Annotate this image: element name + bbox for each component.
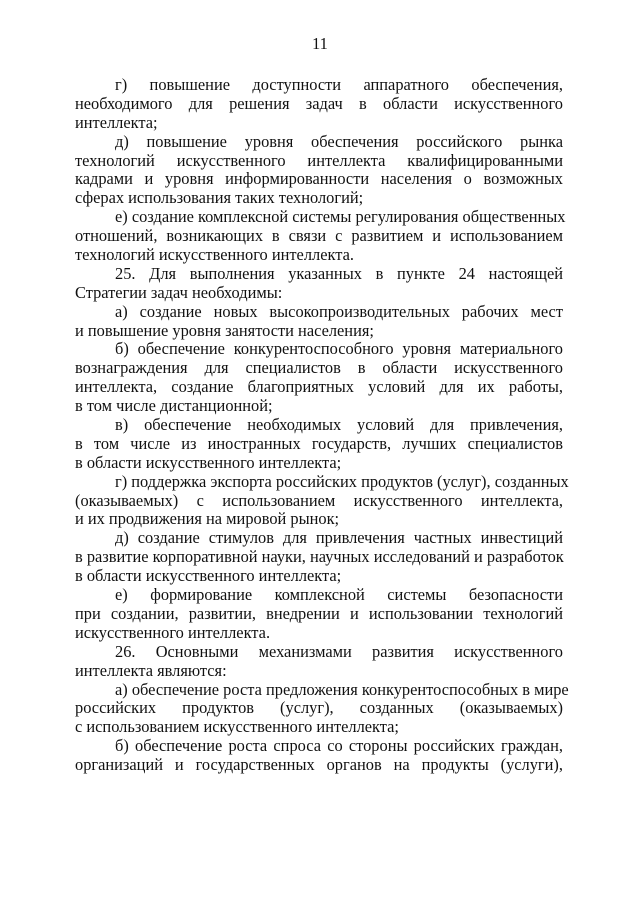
paragraph xyxy=(75,76,563,133)
text-line: Стратегии задач необходимы: xyxy=(75,282,283,302)
text-line: необходимого для решения задач в области искусственного xyxy=(75,93,563,113)
text-line: е) формирование комплексной системы безопасности xyxy=(115,585,563,605)
paragraph xyxy=(75,133,563,209)
text-line: в области искусственного интеллекта; xyxy=(75,452,342,472)
text-line: б) обеспечение конкурентоспособного уровня материального xyxy=(115,339,563,359)
text-line: в том числе дистанционной; xyxy=(75,396,273,416)
text-line: д) создание стимулов для привлечения частных инвестиций xyxy=(115,528,563,548)
paragraph xyxy=(75,416,563,473)
text-line: и их продвижения на мировой рынок; xyxy=(75,509,340,529)
text-line: 26. Основными механизмами развития искусственного xyxy=(115,641,563,661)
document-body xyxy=(75,75,569,775)
text-line: г) поддержка экспорта российских продуктов (услуг), созданных xyxy=(115,471,569,491)
paragraph xyxy=(75,643,563,681)
paragraph xyxy=(75,679,569,738)
text-line: технологий искусственного интеллекта. xyxy=(75,245,354,265)
text-line: г) повышение доступности аппаратного обеспечения, xyxy=(115,75,563,94)
text-line: сферах использования таких технологий; xyxy=(75,188,364,208)
text-line: е) создание комплексной системы регулирования общественных xyxy=(115,207,566,227)
text-line: интеллекта являются: xyxy=(75,660,227,680)
text-line: д) повышение уровня обеспечения российского рынка xyxy=(115,131,563,151)
text-line: организаций и государственных органов на продукты (услуги), xyxy=(75,755,563,775)
text-line: в том числе из иностранных государств, лучших специалистов xyxy=(75,433,563,453)
text-line: интеллекта; xyxy=(75,112,158,132)
paragraph xyxy=(75,265,563,303)
text-line: 25. Для выполнения указанных в пункте 24 настоящей xyxy=(115,263,563,283)
text-line: и повышение уровня занятости населения; xyxy=(75,320,374,340)
page-number: 11 xyxy=(312,34,328,53)
text-line: в) обеспечение необходимых условий для привлечения, xyxy=(115,415,563,435)
text-line: отношений, возникающих в связи с развитием и использованием xyxy=(75,226,563,246)
text-line: технологий искусственного интеллекта квалифицированными xyxy=(75,150,563,170)
text-line: с использованием искусственного интеллекта; xyxy=(75,717,399,737)
paragraph xyxy=(75,529,563,586)
paragraph xyxy=(75,471,569,530)
text-line: в развитие корпоративной науки, научных исследований и разработок xyxy=(75,547,564,567)
paragraph xyxy=(75,303,563,341)
paragraph xyxy=(75,207,566,265)
text-line: а) обеспечение роста предложения конкурентоспособных в мире xyxy=(115,679,569,699)
paragraph xyxy=(75,737,563,775)
text-line: вознаграждения для специалистов в области искусственного xyxy=(75,358,563,378)
text-line: а) создание новых высокопроизводительных рабочих мест xyxy=(115,301,563,321)
text-line: искусственного интеллекта. xyxy=(75,622,271,642)
text-line: при создании, развитии, внедрении и использовании технологий xyxy=(75,603,563,623)
text-line: (оказываемых) с использованием искусственного интеллекта, xyxy=(75,490,563,510)
text-line: б) обеспечение роста спроса со стороны российских граждан, xyxy=(115,736,563,756)
text-line: кадрами и уровня информированности населения о возможных xyxy=(75,169,563,189)
paragraph xyxy=(75,586,563,643)
paragraph xyxy=(75,340,563,416)
text-line: интеллекта, создание благоприятных условий для их работы, xyxy=(75,377,563,397)
text-line: в области искусственного интеллекта; xyxy=(75,566,342,586)
text-line: российских продуктов (услуг), созданных (оказываемых) xyxy=(75,698,563,718)
